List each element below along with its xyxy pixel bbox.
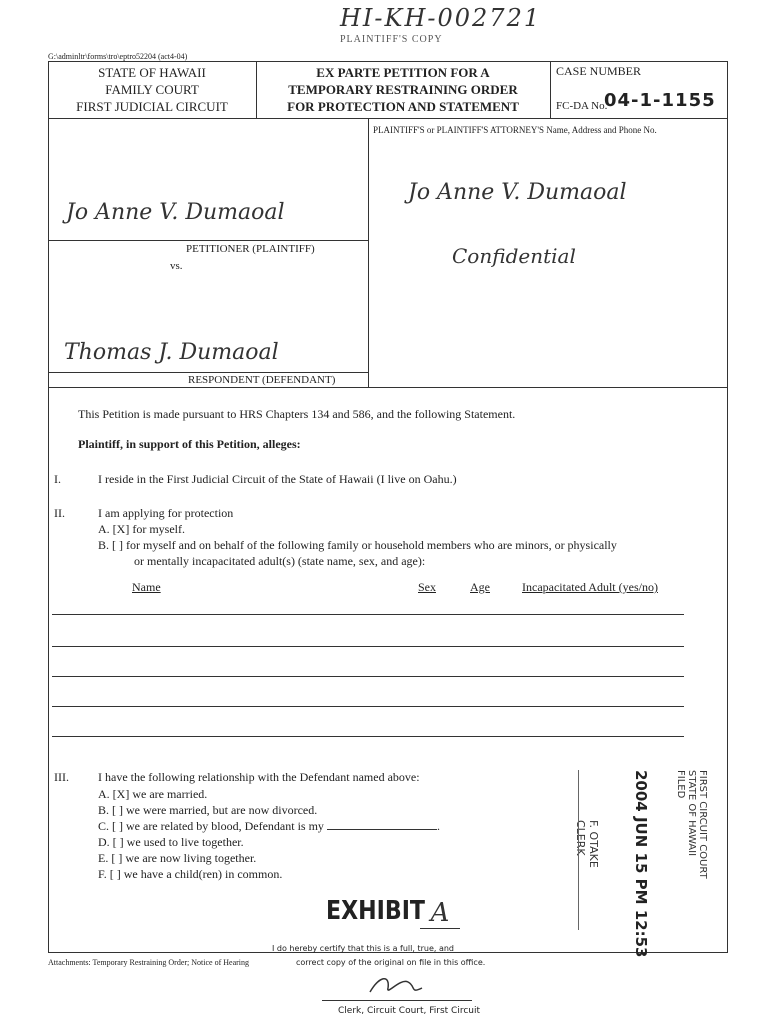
exhibit-letter: A	[420, 898, 460, 929]
relationship-options	[98, 786, 440, 882]
document-title	[258, 64, 548, 115]
versus: vs.	[170, 260, 183, 272]
section-2-option-b: B. [ ] for myself and on behalf of the following family or household members who are minors, or physically	[98, 538, 617, 552]
certify-line-2: correct copy of the original on file in this office.	[296, 958, 486, 967]
stamp-state: STATE OF HAWAII	[686, 770, 697, 857]
relationship-option-a: A. [X] we are married.	[98, 787, 208, 801]
column-sex: Sex	[418, 580, 436, 594]
clerk-signature	[360, 970, 440, 1000]
stamp-clerk-name: F. OTAKE	[587, 820, 600, 868]
stamp-clerk-title: CLERK	[574, 820, 587, 856]
section-2-option-a: A. [X] for myself.	[98, 522, 185, 536]
stamp-court: FIRST CIRCUIT COURT	[697, 770, 708, 879]
petition-intro: This Petition is made pursuant to HRS Chapters 134 and 586, and the following Statement.	[78, 407, 516, 421]
file-path: G:\adminltr\forms\tro\eptro52204 (act4-04)	[48, 52, 188, 61]
section-2-number: II.	[54, 506, 65, 520]
column-name: Name	[132, 580, 161, 594]
relationship-option-c: C. [ ] we are related by blood, Defendant is my .	[98, 819, 440, 833]
case-number: 04-1-1155	[604, 90, 716, 111]
blank-line-2	[52, 646, 684, 647]
case-prefix: FC-DA No.	[556, 100, 608, 112]
court-circuit: FIRST JUDICIAL CIRCUIT	[76, 99, 228, 114]
court-state: STATE OF HAWAII	[98, 65, 206, 80]
copy-stamp: PLAINTIFF'S COPY	[340, 34, 443, 45]
exhibit-label: EXHIBIT	[326, 896, 425, 926]
filed-date: 2004 JUN 15 PM 12:53	[632, 770, 650, 958]
relationship-option-b: B. [ ] we were married, but are now divorced.	[98, 803, 318, 817]
section-2-text: I am applying for protection	[98, 506, 234, 520]
respondent-name: Thomas J. Dumaoal	[64, 340, 279, 365]
petitioner-name: Jo Anne V. Dumaoal	[66, 200, 285, 225]
column-incapacitated: Incapacitated Adult (yes/no)	[522, 580, 658, 594]
stamp-filed: FILED	[675, 770, 686, 799]
section-3-number: III.	[54, 770, 69, 784]
section-1-text: I reside in the First Judicial Circuit of the State of Hawaii (I live on Oahu.)	[98, 472, 457, 486]
title-line-3: FOR PROTECTION AND STATEMENT	[287, 99, 519, 114]
relationship-option-e: E. [ ] we are now living together.	[98, 851, 257, 865]
relationship-option-d: D. [ ] we used to live together.	[98, 835, 244, 849]
attorney-label: PLAINTIFF'S or PLAINTIFF'S ATTORNEY'S Name, Address and Phone No.	[373, 125, 657, 135]
section-3-text: I have the following relationship with the Defendant named above:	[98, 770, 420, 784]
section-2-option-b-cont: or mentally incapacitated adult(s) (state name, sex, and age):	[134, 554, 426, 568]
attorney-name: Jo Anne V. Dumaoal	[408, 180, 627, 205]
court-block	[50, 64, 254, 115]
alleges-heading: Plaintiff, in support of this Petition, alleges:	[78, 437, 301, 451]
handwritten-document-id: HI-KH-002721	[340, 4, 542, 32]
attachments-note: Attachments: Temporary Restraining Order; Notice of Hearing	[48, 958, 250, 967]
case-number-label: CASE NUMBER	[556, 64, 642, 78]
section-1-number: I.	[54, 472, 61, 486]
blank-line-1	[52, 614, 684, 615]
filed-stamp	[675, 770, 708, 879]
attorney-address: Confidential	[452, 244, 576, 268]
court-family: FAMILY COURT	[105, 82, 199, 97]
clerk-signature-label: Clerk, Circuit Court, First Circuit	[338, 1006, 481, 1016]
title-line-2: TEMPORARY RESTRAINING ORDER	[288, 82, 518, 97]
respondent-label: RESPONDENT (DEFENDANT)	[188, 374, 336, 386]
petitioner-label: PETITIONER (PLAINTIFF)	[186, 243, 315, 255]
title-line-1: EX PARTE PETITION FOR A	[316, 65, 490, 80]
blank-line-3	[52, 676, 684, 677]
relationship-option-f: F. [ ] we have a child(ren) in common.	[98, 867, 283, 881]
blank-line-4	[52, 706, 684, 707]
blank-line-5	[52, 736, 684, 737]
column-age: Age	[470, 580, 490, 594]
certify-line-1: I do hereby certify that this is a full, true, and	[272, 944, 455, 953]
